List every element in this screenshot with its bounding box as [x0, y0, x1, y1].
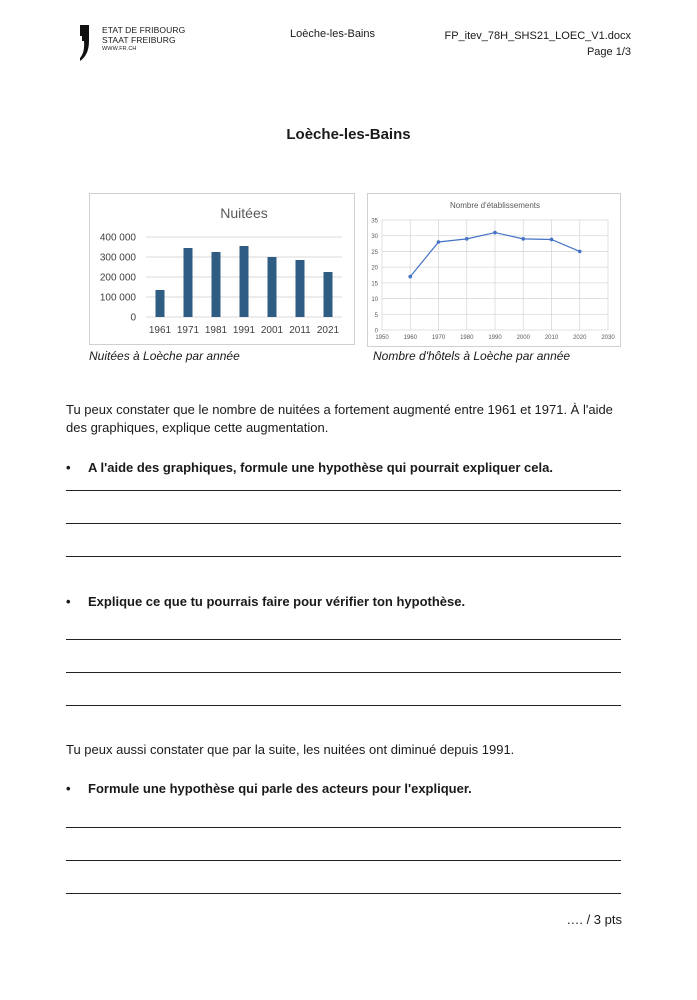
org-line-1: ETAT DE FRIBOURG [102, 25, 186, 35]
x-tick-label: 2030 [601, 335, 615, 341]
etablissements-chart [367, 193, 621, 347]
y-tick-label: 0 [374, 328, 378, 335]
header-filename: FP_itev_78H_SHS21_LOEC_V1.docx [444, 30, 631, 42]
bullet-icon: • [66, 594, 71, 609]
x-tick-label: 2001 [260, 325, 284, 336]
x-tick-label: 1980 [460, 335, 474, 341]
y-tick-label: 15 [371, 281, 378, 288]
x-tick-label: 1960 [403, 335, 417, 341]
y-tick-label: 100 000 [99, 292, 136, 304]
bar [324, 272, 333, 317]
chart2-caption: Nombre d'hôtels à Loèche par année [373, 349, 571, 363]
x-tick-label: 2010 [544, 335, 559, 341]
x-tick-label: 1981 [204, 325, 228, 336]
intro-paragraph: Tu peux constater que le nombre de nuitées a fortement augmenté entre 1961 et 1971. À l'aide des graphiques, explique cette augmentation. [66, 402, 613, 435]
x-tick-label: 1961 [148, 325, 172, 336]
answer-line[interactable] [66, 523, 621, 524]
etablissements-chart-svg [368, 194, 620, 346]
answer-line[interactable] [66, 860, 621, 861]
answer-line[interactable] [66, 556, 621, 557]
y-tick-label: 5 [374, 312, 378, 319]
x-tick-label: 1971 [176, 325, 200, 336]
answer-line[interactable] [66, 705, 621, 706]
data-point [521, 237, 525, 241]
question-3-text: Formule une hypothèse qui parle des acteurs pour l'expliquer. [88, 781, 472, 796]
y-tick-label: 20 [371, 265, 378, 272]
data-point [408, 275, 412, 279]
bar [184, 248, 193, 317]
answer-line[interactable] [66, 639, 621, 640]
bullet-icon: • [66, 460, 71, 475]
answer-line[interactable] [66, 672, 621, 673]
y-tick-label: 35 [371, 218, 378, 225]
nuitees-chart-svg [90, 194, 354, 344]
y-tick-label: 30 [371, 234, 378, 241]
x-tick-label: 2021 [316, 325, 340, 336]
org-url: WWW.FR.CH [102, 46, 137, 52]
y-tick-label: 400 000 [99, 232, 136, 244]
header-page: Page 1/3 [586, 46, 631, 58]
y-tick-label: 300 000 [99, 252, 136, 264]
bar [296, 260, 305, 317]
y-tick-label: 10 [371, 297, 378, 304]
score-label: …. / 3 pts [566, 912, 622, 927]
org-line-2: STAAT FREIBURG [102, 35, 176, 45]
data-point [578, 250, 582, 254]
bar [268, 257, 277, 317]
x-tick-label: 1991 [232, 325, 256, 336]
page-title: Loèche-les-Bains [286, 126, 411, 143]
x-tick-label: 1990 [488, 335, 502, 341]
x-tick-label: 2000 [516, 335, 530, 341]
data-point [437, 240, 441, 244]
bar [156, 290, 165, 317]
y-tick-label: 25 [371, 249, 378, 256]
x-tick-label: 2011 [289, 325, 311, 336]
answer-line[interactable] [66, 893, 621, 894]
x-tick-label: 1950 [375, 335, 389, 341]
bar [240, 246, 249, 317]
data-point [550, 238, 554, 242]
data-point [493, 231, 497, 235]
data-point [465, 237, 469, 241]
y-tick-label: 0 [130, 312, 136, 324]
fribourg-logo-icon [80, 25, 98, 61]
bar [212, 252, 221, 317]
header-title: Loèche-les-Bains [290, 28, 375, 40]
x-tick-label: 2020 [573, 335, 587, 341]
y-tick-label: 200 000 [99, 272, 136, 284]
nuitees-chart [89, 193, 355, 345]
question-1-text: A l'aide des graphiques, formule une hypothèse qui pourrait expliquer cela. [88, 460, 553, 475]
second-paragraph: Tu peux aussi constater que par la suite, les nuitées ont diminué depuis 1991. [66, 742, 515, 757]
x-tick-label: 1970 [431, 335, 446, 341]
org-name [102, 25, 185, 54]
chart1-caption: Nuitées à Loèche par année [89, 349, 240, 363]
chart-title: Nuitées [220, 205, 268, 221]
bullet-icon: • [66, 781, 71, 796]
answer-line[interactable] [66, 827, 621, 828]
question-2-text: Explique ce que tu pourrais faire pour vérifier ton hypothèse. [88, 594, 466, 609]
header-meta [445, 28, 632, 60]
answer-line[interactable] [66, 490, 621, 491]
chart-title: Nombre d'établissements [449, 201, 541, 210]
